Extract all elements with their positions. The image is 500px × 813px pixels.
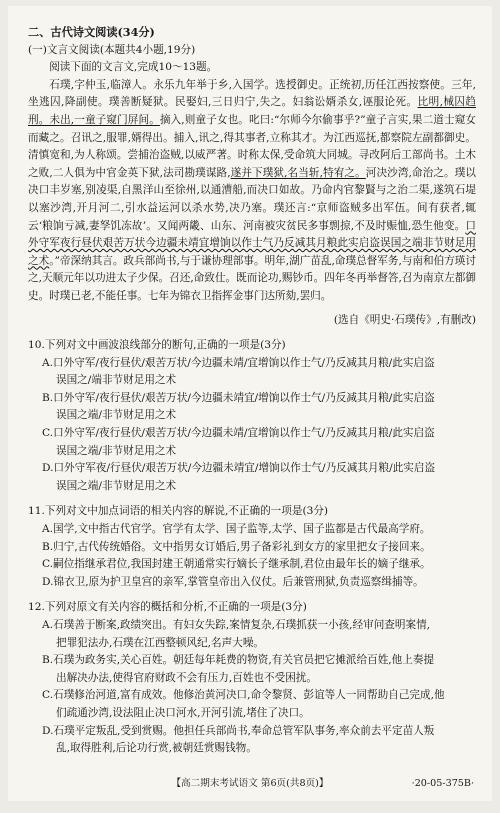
option-a: A.石璞善于断案,政绩突出。有妇女失踪,案情复杂,石璞抓获一小孩,经审问查明案情, <box>42 619 431 631</box>
option-d: D.锦衣卫,原为护卫皇宫的亲军,掌管皇帝出入仪仗。后兼管刑狱,负责巡察缉捕等。 <box>42 575 424 588</box>
passage-text: 河决沙湾,命治之。璞以决口丰岁塞,别凌渠,自黑洋山至徐州,以通漕船,而决口如故。乃命内官黎賢与之治二渠,遂筑石堤以塞沙湾,开月河二,引水益运河以杀水势,决乃塞。璞还言:“京师盗贼多出军伍。间有获者,辄云‘粮饷亏减,妻孥饥冻故’。又闻两畿、山东、河南被灾贫民多事剽掠,不及时赈恤,恐生他变。 <box>28 166 476 232</box>
question-stem: 11.下列对文中加点词语的相关内容的解说,不正确的一项是(3分) <box>28 505 329 518</box>
option-b-cont: 出解决办法,使得官府财政不会有压力,百姓也不受困扰。 <box>56 671 317 684</box>
exam-page <box>8 6 492 801</box>
option-d: D.口外守军夜/行昼伏/艰苦万状/今边疆未靖宜/增饷以作士气/乃反减其月粮/此实启盗 <box>42 462 436 475</box>
passage-source: (选自《明史·石璞传》,有删改) <box>333 313 476 326</box>
question-10 <box>28 337 476 495</box>
option-b-cont: 误国之端/非节财足用之术 <box>56 409 177 422</box>
exam-code: ·20-05-375B· <box>411 778 474 790</box>
classical-passage <box>28 77 476 329</box>
question-11 <box>28 503 476 591</box>
instruction-text: 阅读下面的文言文,完成10～13题。 <box>49 61 218 74</box>
option-b: B.口外守军/夜行昼伏/艰苦万状/今边疆未靖宜/增饷以作士气/乃反减其月粮/此实启盗 <box>42 391 435 404</box>
option-a: A.口外守军/夜行昼伏/艰苦万状/今边疆未靖/宜增饷以作士气/乃反减其月粮/此实启盗 <box>42 356 435 369</box>
question-stem: 10.下列对文中画波浪线部分的断句,正确的一项是(3分) <box>28 339 286 352</box>
option-d-cont: 误国之端/非节财足用之术 <box>56 479 177 492</box>
option-d: D.石璞平定叛乱,受到赏赐。他担任兵部尚书,奉命总管军队事务,率众前去平定苗人叛 <box>42 724 435 737</box>
passage-text: 摘入,则童子女也。叱曰:“尔师今尔偷事乎?”童子言实,果二道士窥女而藏之。召讯之,服罪,婿得出。捕入,讯之,得其事者,立称其才。为江西巡抚,都察院左副都御史。清慎宽和,为人称颂。尝捕治盗贼,以威严著。时称太保,受命筑大同城。寻改阿后工部尚书。土木之败,二人俱为中官金英下狱,法司勘璞谋路, <box>28 113 476 179</box>
page-footer <box>8 775 492 793</box>
option-b: B.石璞为政务实,关心百姓。朝廷每年耗费的物资,有关官员把它摊派给百姓,他上奏提 <box>42 654 435 667</box>
option-c: C.口外守军/夜行昼伏/艰苦万状/今边疆未靖/宜增饷以作士气/乃反减其月粮/此实启盗 <box>42 427 435 440</box>
option-a-cont: 误国之/端非节财足用之术 <box>56 374 177 387</box>
passage-text: 。”帝深纳其言。政兵部尚书,与于谦协理部事。明年,湖广苗乱,命璞总督军务,与南和伯方瑛讨之,天顺元年以功进太子少保。召还,命致仕。既而论功,赐钞币。四年冬再举督答,召为南京左都御史。时璞已老,不能任事。七年为锦衣卫指挥金事门达所劾,罢归。 <box>28 254 477 302</box>
passage-text: 石璞,字仲玉,临漳人。永乐九年举于乡,入国学。选授御史。正统初,历任江西按察使。三年,坐逃囚,降副使。璞善断疑狱。民娶妇,三日归宁,失之。妇翁讼婿杀女,诬服论死。 <box>28 78 476 109</box>
question-stem: 12.下列对原文有关内容的概括和分析,不正确的一项是(3分) <box>28 601 307 614</box>
option-a-cont: 把罪犯法办,石璞在江西整顿风纪,名声大噪。 <box>56 636 265 649</box>
question-12 <box>28 599 476 757</box>
section-subtitle: (一)文言文阅读(本题共4小题,19分) <box>28 43 196 56</box>
option-d-cont: 乱,取得胜利,后论功行赏,被朝廷赏赐钱物。 <box>56 742 257 755</box>
option-a: A.国学,文中指古代官学。官学有太学、国子监等,太学、国子监都是古代最高学府。 <box>42 523 431 536</box>
option-c: C.石璞修治河道,富有成效。他修治黄河决口,命令黎贤、彭谊等人一同帮助自己完成,他 <box>42 689 445 702</box>
option-c-cont: 们疏通沙湾,设法阻止决口河水,开河引流,堵住了决口。 <box>56 706 310 719</box>
underlined-sentence-1: 比明,械囚趋刑。未出,一童子窥门屏间。 <box>28 96 476 126</box>
underlined-sentence-2: 遂并下璞狱,名当斩,特宥之。 <box>230 166 366 179</box>
option-c-cont: 误国之端/非节财足用之术 <box>56 444 177 457</box>
section-title: 二、古代诗文阅读(34分) <box>28 25 155 39</box>
page-number-label: 【高二期末考试语文 第6页(共8页)】 <box>171 778 329 790</box>
option-b: B.归宁,古代传统婚俗。文中指男女订婚后,男子备彩礼到女方的家里把女子接回来。 <box>42 540 431 553</box>
option-c: C.嗣位指继承君位,我国封建王朝通常实行嫡长子继承制,君位由最年长的嫡子继承。 <box>42 558 431 571</box>
wavy-underlined-sentence: 口外守军夜行昼伏艰苦万状今边疆未靖宜增饷以作士气乃反减其月粮此实启盗误国之端非节财足用之术 <box>28 219 476 267</box>
